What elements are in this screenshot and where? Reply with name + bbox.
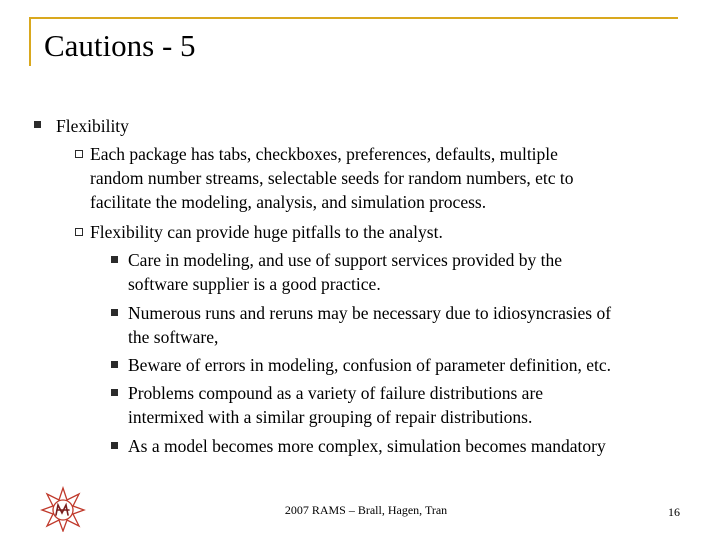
sub2-line: Flexibility can provide huge pitfalls to the analyst. xyxy=(90,222,443,242)
rams-logo-icon xyxy=(40,486,86,532)
level3-line: intermixed with a similar grouping of repair distributions. xyxy=(128,407,533,427)
square-bullet-icon xyxy=(111,361,118,368)
level3-line: software supplier is a good practice. xyxy=(128,274,381,294)
level1-item: Flexibility xyxy=(56,116,129,136)
square-bullet-icon xyxy=(111,389,118,396)
sub1-line: Each package has tabs, checkboxes, preferences, defaults, multiple xyxy=(90,144,558,164)
hollow-square-bullet-icon xyxy=(75,228,83,236)
sub1-line: random number streams, selectable seeds for random numbers, etc to xyxy=(90,168,574,188)
level3-line: the software, xyxy=(128,327,219,347)
square-bullet-icon xyxy=(111,442,118,449)
footer-credit: 2007 RAMS – Brall, Hagen, Tran xyxy=(284,503,448,517)
square-bullet-icon xyxy=(111,309,118,316)
square-bullet-icon xyxy=(34,121,41,128)
level3-line: Care in modeling, and use of support services provided by the xyxy=(128,250,562,270)
square-bullet-icon xyxy=(111,256,118,263)
level3-line: Beware of errors in modeling, confusion of parameter definition, etc. xyxy=(128,355,612,375)
slide-title: Cautions - 5 xyxy=(44,28,196,63)
level3-line: Numerous runs and reruns may be necessary due to idiosyncrasies of xyxy=(128,303,612,323)
hollow-square-bullet-icon xyxy=(75,150,83,158)
sub1-line: facilitate the modeling, analysis, and simulation process. xyxy=(90,192,487,212)
level3-line: Problems compound as a variety of failure distributions are xyxy=(128,383,544,403)
level3-line: As a model becomes more complex, simulation becomes mandatory xyxy=(128,436,606,456)
page-number: 16 xyxy=(668,505,680,519)
